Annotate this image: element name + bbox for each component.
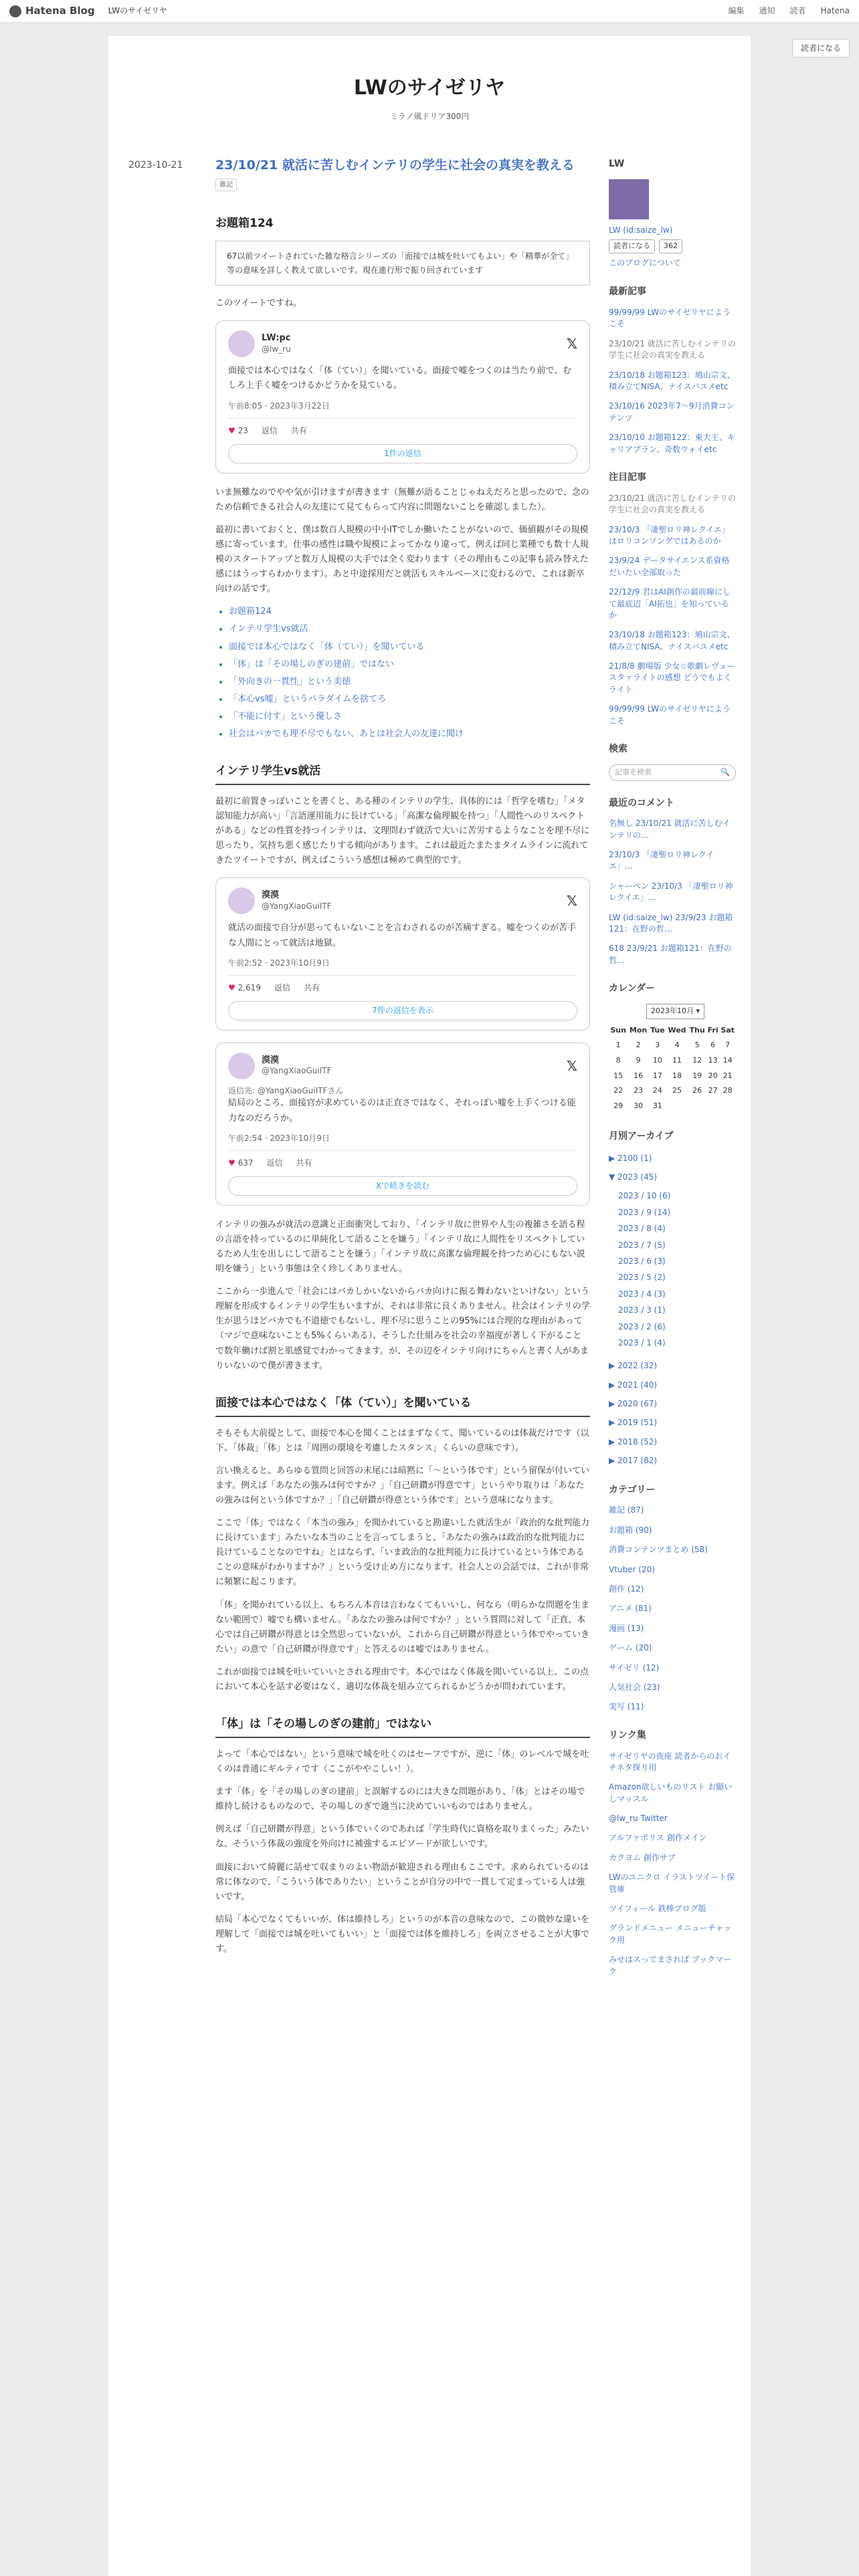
recent-entry-link[interactable]: 23/10/21 就活に苦しむインテリの学生に社会の真実を教える bbox=[609, 338, 736, 360]
tweet-time[interactable]: 午前8:05 · 2023年3月22日 bbox=[228, 399, 577, 419]
edit-link[interactable]: 編集 bbox=[728, 6, 745, 16]
sidebar-heading-popular: 注目記事 bbox=[609, 471, 646, 483]
hatena-logo-icon bbox=[9, 5, 21, 17]
sidebar-heading-archive: 月別アーカイブ bbox=[609, 1130, 674, 1142]
paragraph: いま無難なのでやや気が引けますが書きます（無難が語ることじゃねえだろと思ったので、念のため信頼できる社会人の友達にて見てもらって内容に問題ないことを確認しました）。 bbox=[215, 487, 589, 512]
profile-image[interactable] bbox=[609, 179, 649, 219]
archive-year[interactable]: ▼ 2023 (45) bbox=[609, 1172, 658, 1182]
x-logo-icon[interactable]: 𝕏 bbox=[566, 1057, 577, 1074]
entry-title[interactable]: 23/10/21 就活に苦しむインテリの学生に社会の真実を教える bbox=[215, 158, 575, 173]
comment-link[interactable]: シャーペン 23/10/3 「凄聖ロリ神レクイエ」… bbox=[609, 881, 733, 903]
top-bar bbox=[0, 0, 859, 23]
archive-month[interactable]: 2023 / 10 (6) bbox=[618, 1191, 671, 1201]
archive-month[interactable]: 2023 / 2 (6) bbox=[618, 1321, 666, 1331]
toc-item[interactable]: • 「不能に付す」という優しさ bbox=[229, 710, 590, 724]
sidebar-heading-comments: 最近のコメント bbox=[609, 797, 674, 809]
category-link[interactable]: 消費コンテンツまとめ (58) bbox=[609, 1545, 708, 1555]
search-input[interactable]: 記事を検索 bbox=[615, 767, 652, 776]
avatar[interactable] bbox=[228, 887, 255, 914]
read-replies-button[interactable]: 7件の返信を表示 bbox=[228, 1001, 577, 1020]
recent-entry-link[interactable]: 23/10/16 2023年7〜9月消費コンテンツ bbox=[609, 401, 735, 423]
external-link[interactable]: Amazon欲しいものリスト お願いしマッスル bbox=[609, 1782, 733, 1804]
question-quote: 67以前ツイートされていた雑な格言シリーズの「面接では城を吐いてもよい」や「精華が全て」等の意味を詳しく教えて欲しいです。現在進行形で振り回されています bbox=[215, 241, 590, 286]
comment-link[interactable]: LW (id:saize_lw) 23/9/23 お題箱121：在野の哲… bbox=[609, 912, 733, 934]
avatar[interactable] bbox=[228, 330, 255, 357]
archive-year[interactable]: ▶ 2017 (82) bbox=[609, 1456, 658, 1466]
category-link[interactable]: お題箱 (90) bbox=[609, 1525, 652, 1535]
toc-item[interactable]: • 「本心vs嘘」というパラダイムを捨てろ bbox=[229, 692, 590, 707]
popular-entry-link[interactable]: 22/12/9 君はAI創作の最前線にして最底辺「AI拓也」を知っているか bbox=[609, 587, 731, 620]
like-button[interactable]: ♥ 637 bbox=[228, 1158, 254, 1168]
recent-entry-link[interactable]: 99/99/99 LWのサイゼリヤにようこそ bbox=[609, 308, 731, 329]
like-button[interactable]: ♥ 2,619 bbox=[228, 983, 261, 993]
tweet-text: 結局のところ、面接官が求めているのは正直さではなく、それっぽい嘘を上手くつける能力なのだろうか。 bbox=[228, 1098, 576, 1123]
category-link[interactable]: 人気社会 (23) bbox=[609, 1682, 660, 1692]
reply-button[interactable]: 返信 bbox=[274, 983, 290, 993]
category-link[interactable]: Vtuber (20) bbox=[609, 1564, 655, 1574]
sidebar-heading-links: リンク集 bbox=[609, 1729, 646, 1741]
paragraph: インテリの強みが就活の意識と正面衝突しており、「インテリ故に世界や人生の複雑さを語る程の言語を持っているのに単純化して語ることを嫌う」「インテリ故に人間性をリスペクトしているため人生を出しにして語ることを嫌う」「インテリ故に高潔な倫理観を持つため心にもない説明を嫌う」という事態は全く珍しくありません。 bbox=[215, 1219, 585, 1275]
archive-year[interactable]: ▶ 2019 (51) bbox=[609, 1418, 658, 1428]
tweet-time[interactable]: 午前2:52 · 2023年10月9日 bbox=[228, 956, 577, 976]
external-link[interactable]: グランドメニュー メニューチャック用 bbox=[609, 1923, 732, 1945]
external-link[interactable]: ツイフィール 鉄棒ブログ版 bbox=[609, 1904, 706, 1914]
sidebar-heading-category: カテゴリー bbox=[609, 1484, 656, 1495]
archive-month[interactable]: 2023 / 9 (14) bbox=[618, 1207, 671, 1217]
table-of-contents bbox=[229, 605, 590, 742]
hatena-logo[interactable]: Hatena Blog bbox=[9, 3, 95, 20]
tweet-embed[interactable]: 漠漠 @YangXiaoGuiITF 𝕏 就活の面接で自分が思ってもいないことを言わされるのが苦痛すぎる。嘘をつくのが苦手な人間にとって就活は地獄。 午前2:52 · 2023年10月9日 ♥ 2,619 返信 共有 7件の返信を表示 bbox=[215, 877, 590, 1030]
archive-year[interactable]: ▶ 2018 (52) bbox=[609, 1436, 658, 1446]
section-heading: 面接では本心ではなく「体（てい）」を聞いている bbox=[215, 1394, 590, 1417]
tweet-time[interactable]: 午前2:54 · 2023年10月9日 bbox=[228, 1132, 577, 1151]
paragraph: ます「体」を「その場しのぎの建前」と誤解するのには大きな問題があり、「体」とはその場で維持し続けるものなので、その場しのぎで適当に決めていいものではありません。 bbox=[215, 1787, 585, 1812]
archive-month[interactable]: 2023 / 8 (4) bbox=[618, 1224, 666, 1234]
category-link[interactable]: 実写 (11) bbox=[609, 1702, 644, 1712]
paragraph: これが面接では城を吐いていいとされる理由です。本心ではなく体裁を聞いている以上、この点において本心を話す必要はなく、適切な体裁を組み立てられるかどうかが問われています。 bbox=[215, 1667, 589, 1693]
heart-icon: ♥ bbox=[228, 425, 235, 435]
avatar[interactable] bbox=[228, 1053, 255, 1079]
popular-entry-link[interactable]: 99/99/99 LWのサイゼリヤにようこそ bbox=[609, 704, 731, 726]
archive-month[interactable]: 2023 / 1 (4) bbox=[618, 1337, 666, 1348]
archive-year[interactable]: ▶ 2100 (1) bbox=[609, 1153, 652, 1163]
sidebar-heading-search: 検索 bbox=[609, 744, 628, 755]
external-link[interactable]: LWのユニクロ イラストツイート保管庫 bbox=[609, 1872, 735, 1894]
hatena-account-link[interactable]: Hatena bbox=[820, 6, 850, 16]
archive-month[interactable]: 2023 / 7 (5) bbox=[618, 1240, 666, 1250]
external-link[interactable]: カクヨム 創作サブ bbox=[609, 1852, 676, 1862]
blog-menu[interactable]: LWのサイゼリヤ bbox=[108, 6, 167, 16]
category-link[interactable]: 雑記 (87) bbox=[609, 1505, 644, 1515]
category-link[interactable]: 創作 (12) bbox=[609, 1584, 644, 1594]
notification-link[interactable]: 通知 bbox=[759, 6, 775, 16]
paragraph: よって「本心ではない」という意味で城を吐くのはセーフですが、逆に「体」のレベルで城を吐くのは普通にギルティです（ここがややこしい！）。 bbox=[215, 1749, 589, 1775]
toc-item[interactable]: • 「外向きの一貫性」という美徳 bbox=[229, 675, 590, 689]
toc-item[interactable]: • お題箱124 bbox=[229, 605, 590, 619]
toc-item[interactable]: • 「体」は「その場しのぎの建前」ではない bbox=[229, 657, 590, 672]
search-box[interactable] bbox=[609, 764, 736, 781]
recent-entry-link[interactable]: 23/10/10 お題箱122：東大王、キャリアプラン、奇数ウォイetc bbox=[609, 433, 735, 454]
blog-page bbox=[108, 36, 751, 2576]
share-button[interactable]: 共有 bbox=[296, 1158, 312, 1168]
blog-title[interactable]: LWのサイゼリヤ bbox=[353, 76, 506, 100]
archive-month[interactable]: 2023 / 3 (1) bbox=[618, 1305, 666, 1315]
paragraph: 「体」を聞かれている以上、もちろん本音は言わなくてもいいし、何なら（明らかな問題を生まない範囲で）嘘でも構いません。「あなたの強みは何ですか？」という質問に対して「正直、本心では自己研鑽が得意とは全然思っていないが、これから自己研鑽が得意という体でやっていきたい」の意で「自己研鑽が得意です」と答えるのは嘘ではありません。 bbox=[215, 1600, 590, 1654]
section-heading-odai: お題箱124 bbox=[215, 216, 274, 230]
section-heading: 「体」は「その場しのぎの建前」ではない bbox=[215, 1715, 590, 1738]
sidebar-heading-calendar: カレンダー bbox=[609, 983, 656, 994]
archive-month[interactable]: 2023 / 5 (2) bbox=[618, 1273, 666, 1283]
tweet-text: 就活の面接で自分が思ってもいないことを言わされるのが苦痛すぎる。嘘をつくのが苦手な人間にとって就活は地獄。 bbox=[228, 923, 577, 948]
share-button[interactable]: 共有 bbox=[290, 425, 307, 435]
sidebar bbox=[609, 156, 736, 2564]
popular-entry-link[interactable]: 23/10/3 「凄聖ロリ神レクイエ」はロリコンソングではあるのか bbox=[609, 524, 730, 546]
paragraph: 言い換えると、あらゆる質問と回答の末尾には暗黙に「〜という体です」という留保が付いています。例えば「あなたの強みは何ですか？」「自己研鑽が得意です」というやり取りは「あなたの強みは何という体ですか？」「自己研鑽が得意という体です」という意味になります。 bbox=[215, 1465, 590, 1505]
chevron-down-icon: ▾ bbox=[696, 1006, 700, 1015]
external-link[interactable]: @lw_ru Twitter bbox=[609, 1814, 668, 1824]
paragraph: 最初に前置きっぽいことを書くと、ある種のインテリの学生、具体的には「哲学を嗜む」「メタ認知能力が高い」「言語運用能力に長けている」「高潔な倫理観を持つ」「人間性へのリスペクトがある」などの性質を持つインテリは、文理問わず就活で大いに苦労するようなことを理不尽に思ったり、気持ち悪く感じたりする傾向があります。これは最近たまたまタイムラインに流れてきたツイートですが、例えばこういう感想は極めて典型的です。 bbox=[215, 796, 590, 866]
blog-subtitle: ミラノ風ドリア300円 bbox=[389, 112, 470, 121]
heart-icon: ♥ bbox=[228, 1158, 235, 1168]
about-blog-link[interactable]: このブログについて bbox=[609, 257, 681, 267]
archive-month[interactable]: 2023 / 4 (3) bbox=[618, 1289, 666, 1299]
archive-year[interactable]: ▶ 2022 (32) bbox=[609, 1361, 658, 1371]
toc-item[interactable]: • インテリ学生vs就活 bbox=[229, 622, 590, 637]
heart-icon: ♥ bbox=[228, 983, 235, 993]
follow-button[interactable]: 読者になる bbox=[609, 239, 655, 253]
external-link[interactable]: アルファポリス 創作メイン bbox=[609, 1833, 707, 1843]
popular-entry-link[interactable]: 21/8/8 劇場版 少女☆歌劇レヴュースタァライトの感想 どうでもよくライト bbox=[609, 661, 735, 694]
category-link[interactable]: サイゼリ (12) bbox=[609, 1662, 660, 1673]
entry-article bbox=[215, 156, 590, 2564]
comment-link[interactable]: 名無し 23/10/21 就活に苦しむインテリの… bbox=[609, 819, 731, 840]
paragraph: 例えば「自己研鑽が得意」という体でいくのであれば「学生時代に資格を取りまくった」みたいな、そういう体裁の強度を外向けに補強するエピソードが欲しいです。 bbox=[215, 1824, 589, 1850]
entry-date[interactable]: 2023-10-21 bbox=[128, 160, 183, 171]
archive-year[interactable]: ▶ 2021 (40) bbox=[609, 1380, 658, 1390]
paragraph: 最初に書いておくと、僕は数百人規模の中小ITでしか働いたことがないので、価値観がその規模感に寄っています。仕事の感性は職や規模によってかなり違って、例えば同じ業種でも数十人規模のスタートアップと数万人規模の大手では全く変わります（その理由もこの記事も読み替えた感にはうっすらわかります）。あと中途採用だと就活もスキルベースに変わるので、これは新卒向けの話です。 bbox=[215, 524, 589, 595]
calendar-table: Sun Mon Tue Wed Thu Fri Sat 1 2 3 4 5 6 7 8 9 10 11 12 13 14 15 16 17 18 19 20 21 22 23 24 25 26 27 28 29 30 31 bbox=[610, 1025, 735, 1111]
reader-link[interactable]: 読者 bbox=[789, 6, 806, 16]
like-button[interactable]: ♥ 23 bbox=[228, 425, 248, 435]
calendar-month-select[interactable]: 2023年10月 ▾ bbox=[646, 1004, 704, 1019]
reply-button[interactable]: 返信 bbox=[261, 425, 278, 435]
comment-link[interactable]: 23/10/3 「凄聖ロリ神レクイエ」… bbox=[609, 850, 714, 871]
category-link[interactable]: 漫画 (13) bbox=[609, 1623, 644, 1633]
paragraph: 結局「本心でなくてもいいが、体は維持しろ」というのが本音の意味なので、この微妙な違いを理解して「面接では城を吐いてもいい」と「面接では体を維持しろ」を両立させることが大事です。 bbox=[215, 1914, 590, 1955]
profile-id-link[interactable]: LW (id:saize_lw) bbox=[609, 225, 673, 235]
tweet-embed[interactable]: 漠漠 @YangXiaoGuiITF 𝕏 返信先: @YangXiaoGuiITFさん 結局のところ、面接官が求めているのは正直さではなく、それっぽい嘘を上手くつける能力なのだろうか。 午前2:54 · 2023年10月9日 ♥ 637 返信 共有 Xで続きを読む bbox=[215, 1043, 590, 1206]
external-link[interactable]: サイゼリヤの夜座 読者からのおイチネタ探り用 bbox=[609, 1751, 731, 1772]
toc-item[interactable]: • 社会はバカでも理不尽でもない、あとは社会人の友達に聞け bbox=[229, 727, 590, 742]
sidebar-heading-recent: 最新記事 bbox=[609, 286, 646, 298]
read-more-button[interactable]: Xで続きを読む bbox=[228, 1176, 577, 1195]
section-heading: インテリ学生vs就活 bbox=[215, 762, 590, 785]
entry-category-tag[interactable]: 雑記 bbox=[215, 179, 237, 191]
archive-month[interactable]: 2023 / 6 (3) bbox=[618, 1256, 666, 1266]
paragraph: このツイートですね。 bbox=[215, 298, 302, 309]
recent-entry-link[interactable]: 23/10/18 お題箱123：鳩山宗文、積み立てNISA、ナイスバユメetc bbox=[609, 370, 735, 392]
category-link[interactable]: アニメ (81) bbox=[609, 1604, 652, 1614]
tweet-text: 面接では本心ではなく「体（てい）」を聞いている。面接で嘘をつくのは当たり前で、むしろ上手く嘘をつけるかどうかを見ている。 bbox=[228, 366, 572, 391]
popular-entry-link[interactable]: 23/9/24 データサイエンス系資格だいたい全部取った bbox=[609, 556, 730, 577]
sidebar-heading-about: LW bbox=[609, 158, 625, 169]
archive-year[interactable]: ▶ 2020 (67) bbox=[609, 1399, 658, 1409]
external-link[interactable]: みせはスってまされば ブックマーク bbox=[609, 1955, 732, 1976]
reply-button[interactable]: 返信 bbox=[266, 1158, 283, 1168]
popular-entry-link[interactable]: 23/10/21 就活に苦しむインテリの学生に社会の真実を教える bbox=[609, 493, 736, 515]
paragraph: 面接において綺麗に話せて収まりのよい物語が歓迎される理由もここです。求められているのは常に体なので、「こういう体でありたい」ということが自分の中で一貫して定まっている人は強いです。 bbox=[215, 1862, 589, 1902]
paragraph: そもそも大前提として、面接で本心を聞くことはまずなくて、聞いているのは体裁だけです（以下、「体裁」「体」とは「周囲の環境を考慮したスタンス」くらいの意味です）。 bbox=[215, 1428, 589, 1453]
paragraph: ここから一歩進んで「社会にはバカしかいないからバカ向けに振る舞わないといけない」という理解を形成するインテリの学生もいますが、それは非常に良くありません。社会はインテリの学生が思うほどバカでも不道徳でもないし、理不尽に思うことの95%には合理的な理由があって（マジで意味ないことも5%くらいある）、そうした仕組みを社会の幸福度が著しく下がることで数年働けば割と肌感覚でわかってきます。が、その辺をインテリ向けにちゃんと書く人があまりいないので僕が書きます。 bbox=[215, 1287, 590, 1371]
popular-entry-link[interactable]: 23/10/18 お題箱123：鳩山宗文、積み立てNISA、ナイスバユメetc bbox=[609, 630, 735, 651]
read-replies-button[interactable]: 1件の返信 bbox=[228, 444, 577, 463]
follower-count[interactable]: 362 bbox=[659, 239, 682, 253]
tweet-embed[interactable]: LW:pc @lw_ru 𝕏 面接では本心ではなく「体（てい）」を聞いている。面接で嘘をつくのは当たり前で、むしろ上手く嘘をつけるかどうかを見ている。 午前8:05 · 2023年3月22日 ♥ 23 返信 共有 1件の返信 bbox=[215, 320, 590, 473]
x-logo-icon[interactable]: 𝕏 bbox=[566, 336, 577, 352]
x-logo-icon[interactable]: 𝕏 bbox=[566, 893, 577, 909]
share-button[interactable]: 共有 bbox=[303, 983, 320, 993]
reply-to-label[interactable]: 返信先: @YangXiaoGuiITFさん bbox=[228, 1085, 344, 1095]
comment-link[interactable]: 618 23/9/21 お題箱121：在野の哲… bbox=[609, 944, 732, 965]
paragraph: ここで「体」ではなく「本当の強み」を聞かれていると勘違いした就活生が「政治的な批判能力に長けています」みたいな本当のことを言ってしまうと、「あなたの強みは政治的な批判能力に長けていることなのですね」とはならず、「いま政治的な批判能力に長けているという体であることの意味がわかりますか？」という受け止め方になります。社会人との会話では、これが非常に頻繁に起こります。 bbox=[215, 1518, 590, 1588]
toc-item[interactable]: • 面接では本心ではなく「体（てい）」を聞いている bbox=[229, 640, 590, 655]
become-reader-button[interactable]: 読者になる bbox=[792, 39, 850, 58]
search-icon[interactable]: 🔍 bbox=[721, 767, 730, 776]
category-link[interactable]: ゲーム (20) bbox=[609, 1643, 652, 1653]
